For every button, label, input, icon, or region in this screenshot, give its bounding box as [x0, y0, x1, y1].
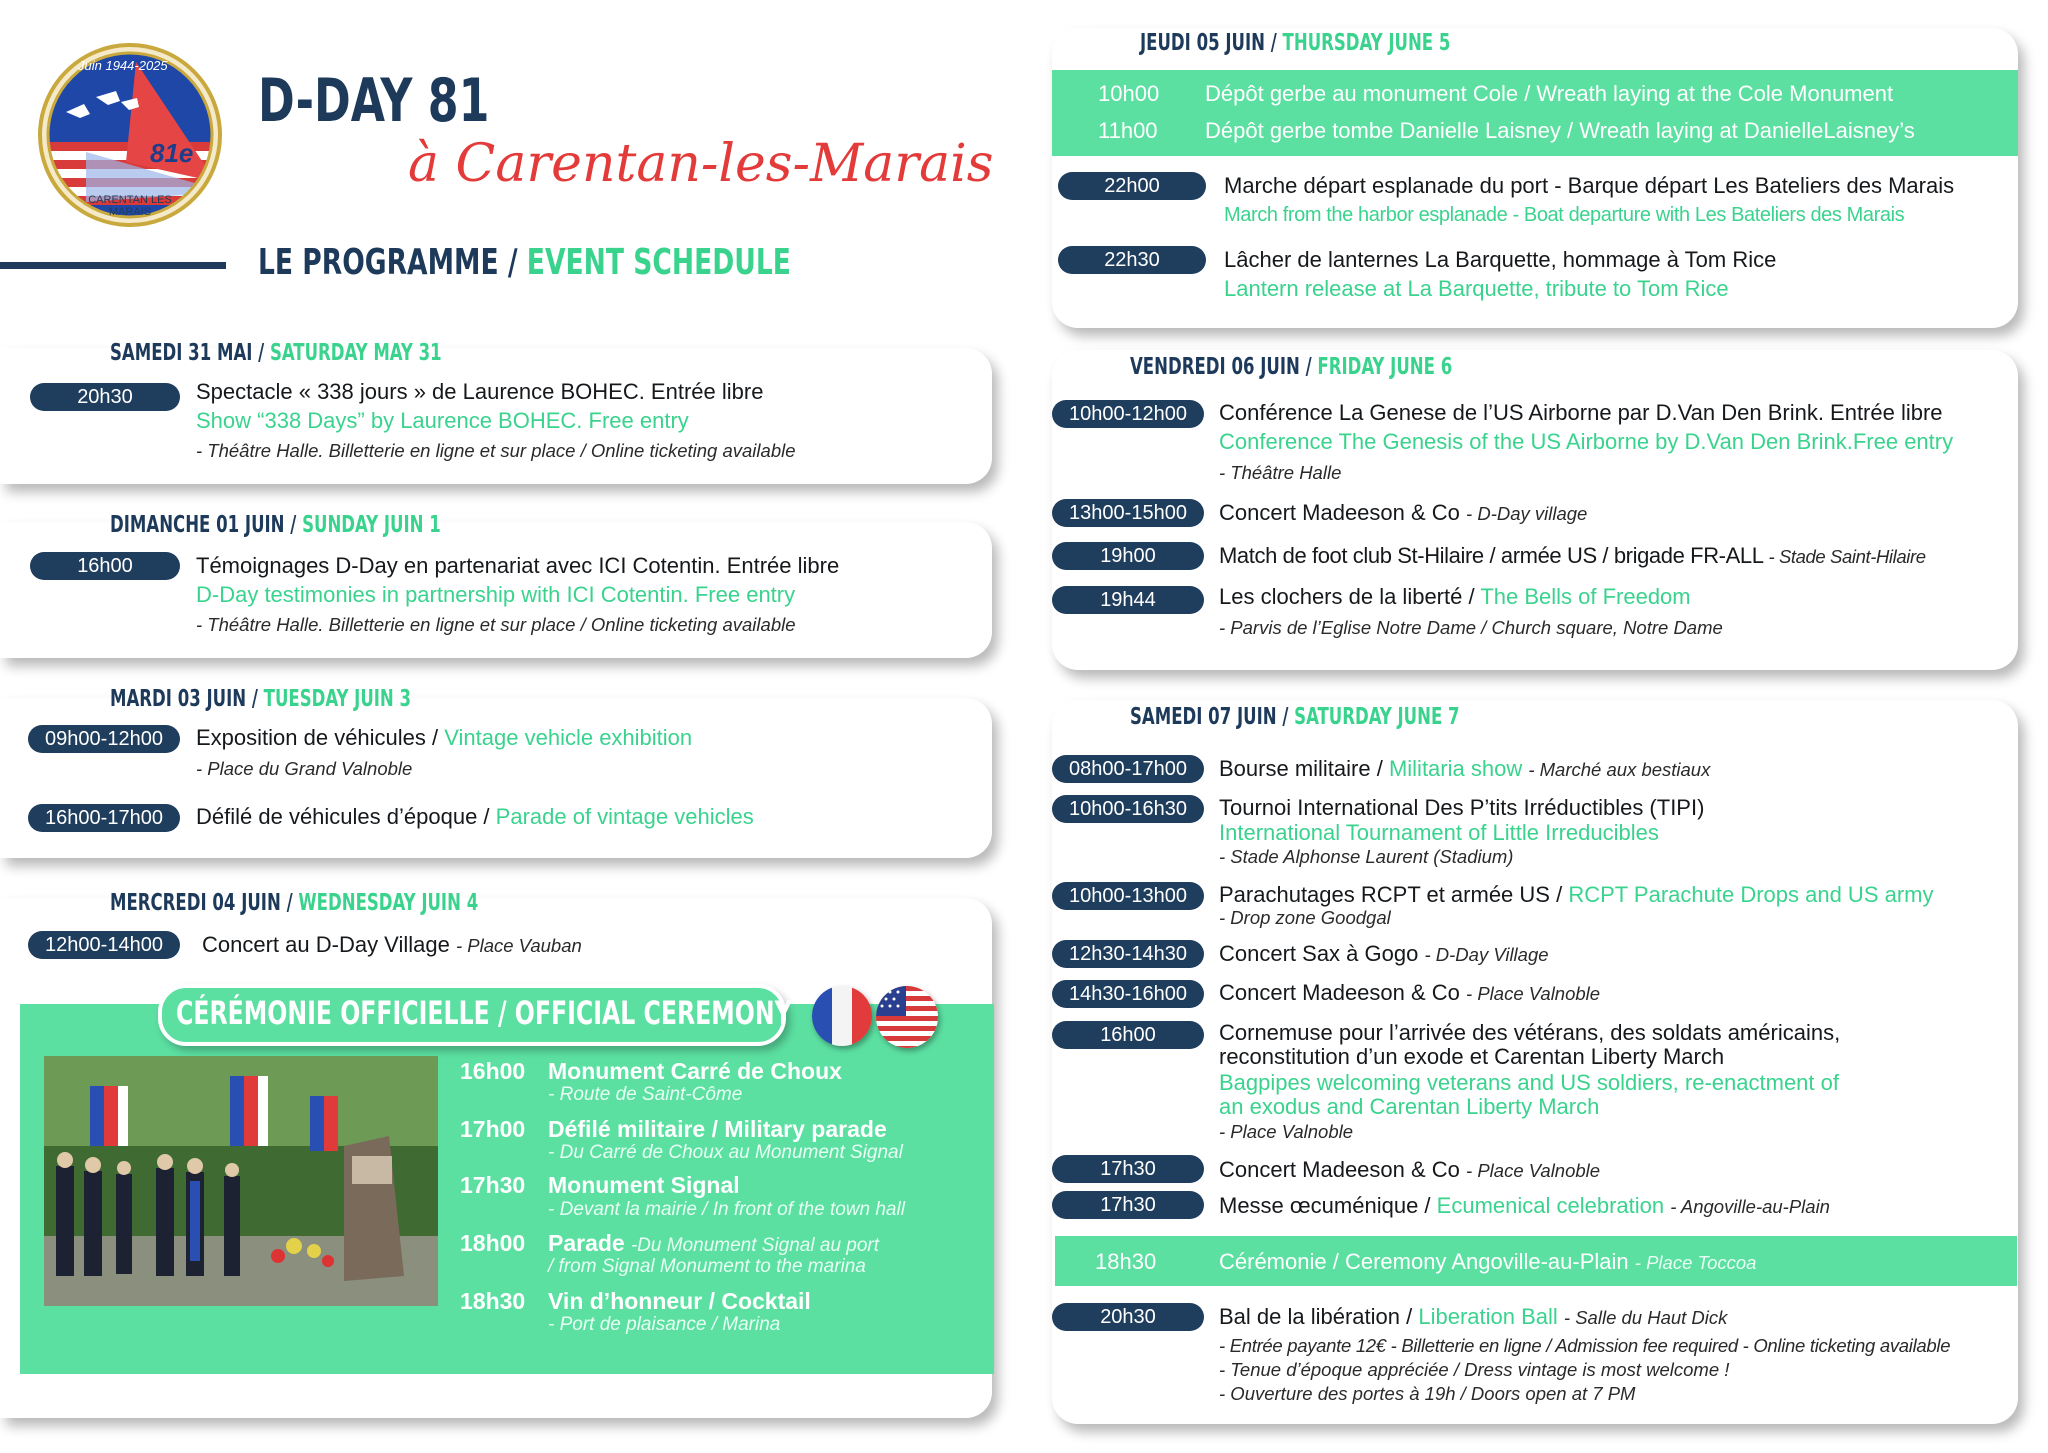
day-fr: MARDI 03 JUIN — [110, 686, 247, 712]
page-title: D-DAY 81 — [258, 66, 490, 136]
event-title-fr: Tournoi International Des P’tits Irréductibles (TIPI) — [1219, 795, 1705, 820]
day-card-tue03 — [0, 698, 992, 858]
time-pill: 17h30 — [1052, 1155, 1204, 1183]
day-fr: VENDREDI 06 JUIN — [1130, 354, 1300, 380]
day-fr: SAMEDI 31 MAI — [110, 340, 253, 366]
day-fr: MERCREDI 04 JUIN — [110, 890, 281, 916]
ceremony-photo — [44, 1056, 438, 1306]
event-title-fr: Spectacle « 338 jours » de Laurence BOHEC. Entrée libre — [196, 379, 764, 404]
event-title-fr: Les clochers de la liberté — [1219, 584, 1463, 609]
time-pill: 22h30 — [1058, 246, 1206, 274]
event-title-fr: Exposition de véhicules — [196, 725, 426, 750]
event-title-en-line1: Bagpipes welcoming veterans and US soldiers, re-enactment of — [1219, 1070, 1839, 1095]
band-text: Dépôt gerbe au monument Cole / Wreath laying at the Cole Monument — [1205, 81, 1894, 106]
event-title-en: Liberation Ball — [1418, 1304, 1558, 1329]
logo-number: 81e — [150, 138, 194, 168]
schedule-heading-en: EVENT SCHEDULE — [526, 242, 791, 283]
ceremony-time: 16h00 — [460, 1058, 526, 1084]
event-title — [1219, 543, 1926, 569]
ceremony-item-title: Monument Carré de Choux — [548, 1058, 842, 1084]
event-title — [1219, 500, 1587, 526]
day-fr: DIMANCHE 01 JUIN — [110, 512, 285, 538]
event-title-fr: Concert Sax à Gogo — [1219, 941, 1419, 966]
event-title-fr: Concert Madeeson & Co — [1219, 1157, 1460, 1182]
event-title-en-line2: an exodus and Carentan Liberty March — [1219, 1094, 1600, 1119]
event-title-en: Ecumenical celebration — [1436, 1193, 1665, 1218]
day-en: SUNDAY JUIN 1 — [302, 512, 441, 538]
event-title-fr-line1: Cornemuse pour l’arrivée des vétérans, des soldats américains, — [1219, 1020, 1841, 1045]
event-note: - Ouverture des portes à 19h / Doors open at 7 PM — [1219, 1383, 1636, 1404]
event-title-fr: Concert au D-Day Village — [202, 932, 450, 957]
event-title-fr: Messe œcuménique — [1219, 1193, 1419, 1218]
event-title-fr: Bourse militaire — [1219, 756, 1371, 781]
day-en: THURSDAY JUNE 5 — [1282, 30, 1451, 56]
ceremony-item-title-sub: -Du Monument Signal au port — [630, 1235, 880, 1256]
event-title-fr: Témoignages D-Day en partenariat avec ICI Cotentin. Entrée libre — [196, 553, 840, 578]
ceremony-time: 18h00 — [460, 1230, 526, 1256]
event-note: - Place Valnoble — [1219, 1121, 1354, 1142]
day-en: SATURDAY MAY 31 — [270, 340, 442, 366]
event-title-fr: Marche départ esplanade du port - Barque départ Les Bateliers des Marais — [1224, 173, 1955, 198]
event-place: - D-Day village — [1466, 503, 1588, 524]
event-note: - Tenue d’époque appréciée / Dress vintage is most welcome ! — [1219, 1359, 1730, 1380]
ceremony-item-title-main: Parade — [548, 1230, 625, 1256]
time-pill: 20h30 — [30, 383, 180, 411]
event-note: - Place du Grand Valnoble — [196, 758, 413, 779]
event-title: Bal de la libération / Liberation Ball - Salle du Haut Dick — [1219, 1304, 1728, 1329]
time-pill: 10h00-12h00 — [1052, 400, 1204, 428]
ceremony-item-sub: - Route de Saint-Côme — [548, 1084, 743, 1105]
ceremony-item-title: Monument Signal — [548, 1172, 740, 1198]
ceremony-item-title: Défilé militaire / Military parade — [548, 1116, 887, 1142]
event-title-en: Lantern release at La Barquette, tribute to Tom Rice — [1224, 276, 1729, 301]
time-pill: 22h00 — [1058, 172, 1206, 200]
event-title-en: RCPT Parachute Drops and US army — [1568, 882, 1934, 907]
day-fr: SAMEDI 07 JUIN — [1130, 704, 1277, 730]
time-pill: 10h00-16h30 — [1052, 795, 1204, 823]
schedule-rule — [0, 262, 226, 269]
event-title-en: International Tournament of Little Irreducibles — [1219, 820, 1659, 845]
event-title-en: Parade of vintage vehicles — [495, 804, 754, 829]
event-note: - Drop zone Goodgal — [1219, 907, 1391, 928]
day-heading-tue03: MARDI 03 JUIN / TUESDAY JUIN 3 — [110, 686, 412, 712]
ceremony-title: CÉRÉMONIE OFFICIELLE / OFFICIAL CEREMONY — [176, 994, 792, 1032]
band-time: 10h00 — [1098, 81, 1160, 106]
day-en: SATURDAY JUNE 7 — [1294, 704, 1460, 730]
event-place: - Angoville-au-Plain — [1670, 1196, 1830, 1217]
event-title — [202, 932, 582, 958]
event-title — [1219, 941, 1549, 967]
day-heading-wed04: MERCREDI 04 JUIN / WEDNESDAY JUIN 4 — [110, 890, 479, 916]
time-pill: 17h30 — [1052, 1191, 1204, 1219]
time-pill: 10h00-13h00 — [1052, 882, 1204, 910]
event-title-fr: Concert Madeeson & Co — [1219, 500, 1460, 525]
ceremony-time: 18h30 — [460, 1288, 526, 1314]
ceremony-item-sub: - Devant la mairie / In front of the town hall — [548, 1199, 905, 1220]
time-pill: 09h00-12h00 — [28, 725, 180, 753]
ceremony-item-sub: / from Signal Monument to the marina — [548, 1256, 866, 1277]
day-heading-sun01: DIMANCHE 01 JUIN / SUNDAY JUIN 1 — [110, 512, 441, 538]
schedule-heading — [258, 242, 791, 283]
event-title: Les clochers de la liberté / The Bells of Freedom — [1219, 584, 1691, 609]
band-text — [1219, 1249, 1756, 1275]
schedule-heading-fr: LE PROGRAMME — [258, 242, 499, 283]
event-place: - D-Day Village — [1424, 944, 1549, 965]
time-pill: 14h30-16h00 — [1052, 980, 1204, 1008]
time-pill: 16h00 — [30, 552, 180, 580]
ceremony-item-sub: - Du Carré de Choux au Monument Signal — [548, 1142, 903, 1163]
event-note: - Théâtre Halle. Billetterie en ligne et sur place / Online ticketing available — [196, 440, 796, 461]
time-pill: 19h44 — [1052, 586, 1204, 614]
event-title: Défilé de véhicules d’époque / Parade of vintage vehicles — [196, 804, 754, 829]
event-place: - Place Valnoble — [1466, 983, 1601, 1004]
event-title — [1219, 1157, 1600, 1183]
ceremony-item-sub: - Port de plaisance / Marina — [548, 1314, 781, 1335]
ceremony-item-title: Vin d’honneur / Cocktail — [548, 1288, 811, 1314]
band-text: Dépôt gerbe tombe Danielle Laisney / Wreath laying at DanielleLaisney’s — [1205, 118, 1915, 143]
page-subtitle: à Carentan-les-Marais — [408, 134, 994, 194]
event-title-fr: Conférence La Genese de l’US Airborne par D.Van Den Brink. Entrée libre — [1219, 400, 1943, 425]
event-title-fr: Match de foot club St-Hilaire / armée US / brigade FR-ALL — [1219, 543, 1763, 568]
event-title — [1219, 980, 1600, 1006]
event-place: - Place Valnoble — [1466, 1160, 1601, 1181]
day-heading-thu05: JEUDI 05 JUIN / THURSDAY JUNE 5 — [1140, 30, 1451, 56]
event-title-en: Militaria show — [1388, 756, 1523, 781]
time-pill: 08h00-17h00 — [1052, 755, 1204, 783]
day-heading-fri06: VENDREDI 06 JUIN / FRIDAY JUNE 6 — [1130, 354, 1453, 380]
day-heading-sat31: SAMEDI 31 MAI / SATURDAY MAY 31 — [110, 340, 442, 366]
event-title: Exposition de véhicules / Vintage vehicle exhibition — [196, 725, 693, 750]
event-note: - Stade Alphonse Laurent (Stadium) — [1219, 846, 1514, 867]
day-en: WEDNESDAY JUIN 4 — [298, 890, 479, 916]
event-place: - Place Vauban — [455, 935, 582, 956]
ceremony-time: 17h30 — [460, 1172, 526, 1198]
time-pill: 16h00-17h00 — [28, 804, 180, 832]
day-en: TUESDAY JUIN 3 — [263, 686, 412, 712]
band-place: - Place Toccoa — [1634, 1252, 1757, 1273]
event-note: - Théâtre Halle. Billetterie en ligne et sur place / Online ticketing available — [196, 614, 796, 635]
event-title-fr: Parachutages RCPT et armée US — [1219, 882, 1550, 907]
event-note: - Parvis de l’Eglise Notre Dame / Church square, Notre Dame — [1219, 617, 1723, 638]
event-place: - Salle du Haut Dick — [1563, 1307, 1728, 1328]
ceremony-time: 17h00 — [460, 1116, 526, 1142]
event-title-en: Vintage vehicle exhibition — [444, 725, 693, 750]
day-en: FRIDAY JUNE 6 — [1317, 354, 1453, 380]
event-title-en: The Bells of Freedom — [1480, 584, 1691, 609]
event-title: Messe œcuménique / Ecumenical celebration - Angoville-au-Plain — [1219, 1193, 1830, 1218]
event-place: - Stade Saint-Hilaire — [1768, 546, 1926, 567]
day-heading-sat07: SAMEDI 07 JUIN / SATURDAY JUNE 7 — [1130, 704, 1460, 730]
event-note: - Entrée payante 12€ - Billetterie en ligne / Admission fee required - Online ticketing available — [1219, 1335, 1951, 1356]
event-note: - Théâtre Halle — [1219, 462, 1342, 483]
event-title-en: March from the harbor esplanade - Boat departure with Les Bateliers des Marais — [1224, 204, 1905, 226]
france-flag-icon — [812, 986, 872, 1046]
day-fr: JEUDI 05 JUIN — [1140, 30, 1265, 56]
time-pill: 20h30 — [1052, 1303, 1204, 1331]
schedule-heading-sep: / — [498, 242, 527, 283]
event-title-fr-line2: reconstitution d’un exode et Carentan Liberty March — [1219, 1044, 1725, 1069]
event-logo — [26, 42, 234, 228]
time-pill: 12h00-14h00 — [28, 931, 180, 959]
event-place: - Marché aux bestiaux — [1528, 759, 1711, 780]
event-title: Bourse militaire / Militaria show - Marché aux bestiaux — [1219, 756, 1711, 781]
usa-flag-icon — [876, 986, 938, 1048]
logo-top-text: Juin 1944-2025 — [78, 58, 168, 73]
event-title-fr: Bal de la libération — [1219, 1304, 1401, 1329]
time-pill: 12h30-14h30 — [1052, 940, 1204, 968]
band-text-main: Cérémonie / Ceremony Angoville-au-Plain — [1219, 1249, 1629, 1274]
band-time: 18h30 — [1095, 1249, 1157, 1274]
event-title: Parachutages RCPT et armée US / RCPT Parachute Drops and US army — [1219, 882, 1934, 907]
time-pill: 16h00 — [1052, 1021, 1204, 1049]
time-pill: 19h00 — [1052, 542, 1204, 570]
event-title-en: D-Day testimonies in partnership with ICI Cotentin. Free entry — [196, 582, 796, 607]
event-title-fr: Lâcher de lanternes La Barquette, hommage à Tom Rice — [1224, 247, 1777, 272]
event-title-fr: Défilé de véhicules d’époque — [196, 804, 478, 829]
event-title-en: Conference The Genesis of the US Airborne by D.Van Den Brink.Free entry — [1219, 429, 1954, 454]
band-time: 11h00 — [1098, 118, 1158, 143]
time-pill: 13h00-15h00 — [1052, 499, 1204, 527]
logo-bottom-text: CARENTAN LES MARAIS — [88, 194, 172, 218]
event-title-en: Show “338 Days” by Laurence BOHEC. Free entry — [196, 408, 689, 433]
event-title-fr: Concert Madeeson & Co — [1219, 980, 1460, 1005]
